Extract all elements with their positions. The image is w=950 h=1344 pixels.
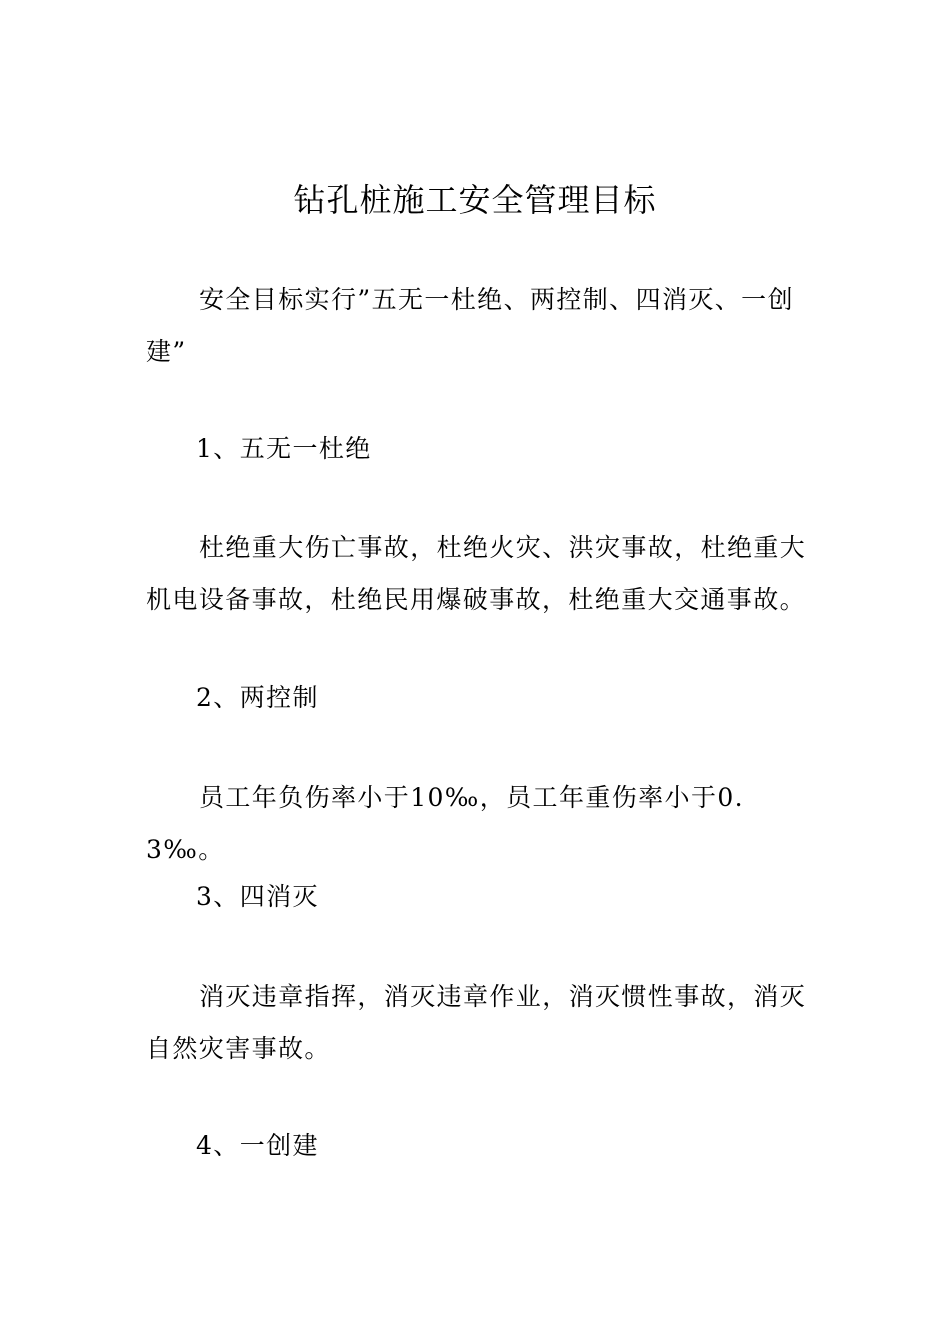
section-heading-2: 2、两控制 (196, 683, 319, 712)
section-heading-3: 3、四消灭 (196, 882, 319, 911)
intro-paragraph: 安全目标实行”五无一杜绝、两控制、四消灭、一创建” (146, 285, 794, 366)
section-heading-1: 1、五无一杜绝 (196, 434, 372, 463)
section-body-3: 消灭违章指挥，消灭违章作业，消灭惯性事故，消灭自然灾害事故。 (146, 982, 807, 1063)
document-title: 钻孔桩施工安全管理目标 (293, 181, 657, 219)
section-body-1: 杜绝重大伤亡事故，杜绝火灾、洪灾事故，杜绝重大机电设备事故，杜绝民用爆破事故，杜绝重大交通事故。 (146, 533, 807, 614)
section-body-2: 员工年负伤率小于10‰，员工年重伤率小于0.3‰。 (146, 783, 745, 864)
section-heading-4: 4、一创建 (196, 1131, 319, 1160)
